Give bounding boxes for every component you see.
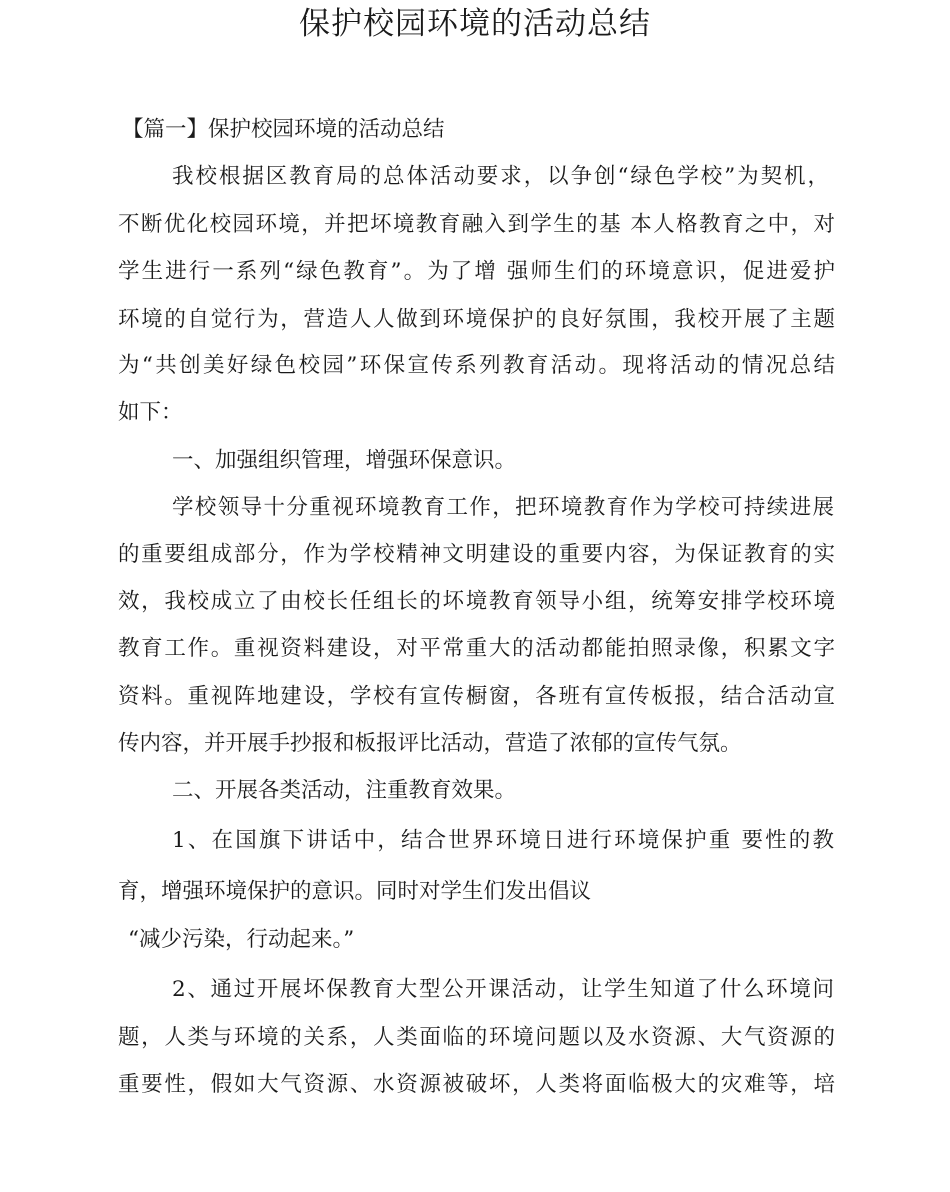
heading-2: 二、开展各类活动，注重教育效果。 [172, 778, 517, 803]
section-heading: 【篇一】保护校园环境的活动总结 [122, 117, 445, 142]
document-title: 保护校园环境的活动总结 [299, 6, 651, 42]
paragraph-2-line: 教育工作。重视资料建设，对平常重大的活动都能拍照录像，积累文字 [118, 636, 835, 661]
paragraph-2-line: 效，我校成立了由校长任组长的坏境教育领导小组，统筹安排学校环境 [118, 589, 835, 614]
paragraph-4-line: 2、通过开展坏保教育大型公开课活动，让学生知道了什么环境问 [172, 977, 834, 1002]
paragraph-2-line: 传内容，并开展手抄报和板报评比活动，营造了浓郁的宣传气氛。 [118, 731, 742, 756]
paragraph-1-line: 环境的自觉行为，营造人人做到环境保护的良好氛围，我校开展了主题 [118, 307, 835, 332]
paragraph-3-line: “减少污染，行动起来。” [128, 927, 355, 952]
paragraph-3-line: 育，增强环境保护的意识。同时对学生们发出倡议 [118, 879, 592, 904]
paragraph-4-line: 题，人类与环境的关系，人类面临的环境问题以及水资源、大气资源的 [118, 1025, 835, 1050]
paragraph-2-line: 的重要组成部分，作为学校精神文明建设的重要内容，为保证教育的实 [118, 542, 835, 567]
paragraph-4-line: 重要性，假如大气资源、水资源被破坏，人类将面临极大的灾难等，培 [118, 1072, 835, 1097]
paragraph-1-line: 我校根据区教育局的总体活动要求，以争创“绿色学校”为契机， [172, 164, 829, 189]
paragraph-3-line: 1、在国旗下讲话中，结合世界环境日进行环境保护重 要性的教 [172, 828, 834, 853]
paragraph-1-line: 学生进行一系列“绿色教育”。为了增 强师生们的环境意识，促进爱护 [118, 259, 835, 284]
paragraph-2-line: 资料。重视阵地建设，学校有宣传橱窗，各班有宣传板报，结合活动宣 [118, 684, 835, 709]
heading-1: 一、加强组织管理，增强环保意识。 [172, 448, 517, 473]
paragraph-1-line: 为“共创美好绿色校园”环保宣传系列教育活动。现将活动的情况总结 [118, 353, 835, 378]
paragraph-2-line: 学校领导十分重视环境教育工作，把环境教育作为学校可持续进展 [172, 495, 834, 520]
paragraph-1-line: 如下： [118, 400, 183, 425]
paragraph-1-line: 不断优化校园环境，并把坏境教育融入到学生的基 本人格教育之中，对 [118, 212, 835, 237]
